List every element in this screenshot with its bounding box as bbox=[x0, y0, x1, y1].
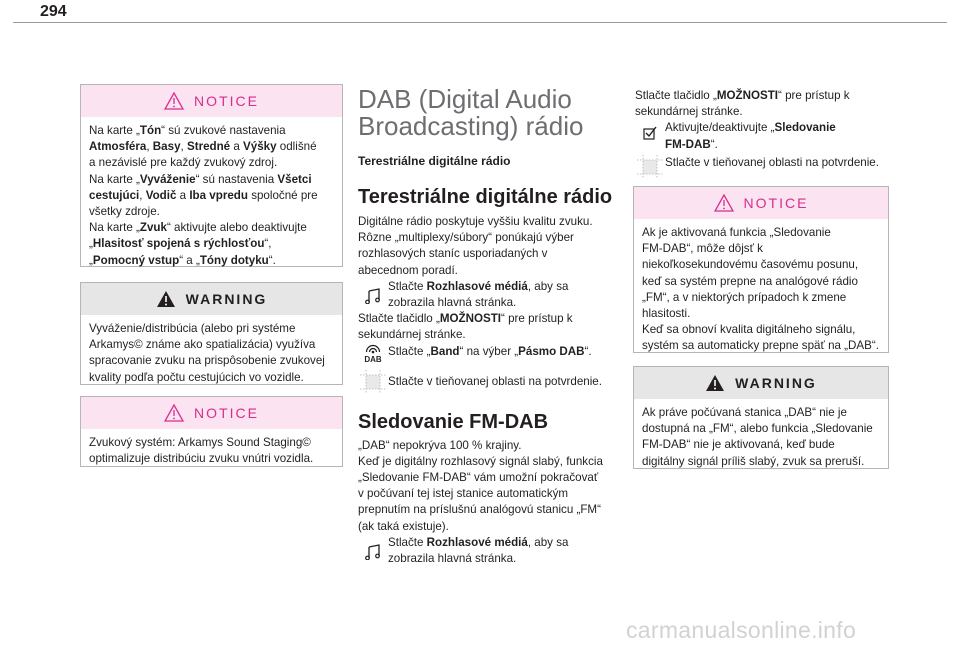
text-line: „FM“, a v niektorých prípadoch k zmene bbox=[642, 290, 847, 304]
text-line: FM-DAB“ nie je aktivovaná, keď bude bbox=[642, 438, 835, 452]
text-line: „Hlasitosť spojená s rýchlosťou“, bbox=[89, 237, 272, 251]
text-line: hlasitosti. bbox=[642, 307, 691, 321]
text-line: optimalizuje distribúciu zvuku vnútri vozidla. bbox=[89, 452, 314, 466]
text-line: systém sa automaticky prepne späť na „DAB“. bbox=[642, 339, 879, 353]
text-line: Ak práve počúvaná stanica „DAB“ nie je bbox=[642, 406, 847, 419]
text-line: všetky zdroje. bbox=[89, 205, 160, 219]
text-line: „Pomocný vstup“ a „Tóny dotyku“. bbox=[89, 253, 276, 267]
text-line: Na karte „Zvuk“ aktivujte alebo deaktivujte bbox=[89, 221, 307, 235]
warning-triangle-icon bbox=[156, 290, 176, 308]
text-line: Atmosféra, Basy, Stredné a Výšky odlišné bbox=[89, 140, 317, 154]
text-line: keď sa systém prepne na analógové rádio bbox=[642, 274, 858, 288]
notice-header bbox=[634, 187, 888, 219]
text-line: spracovanie zvuku na prispôsobenie zvukovej bbox=[89, 354, 325, 368]
warning-triangle-icon bbox=[705, 374, 725, 392]
section-paragraph: Digitálne rádio poskytuje vyššiu kvalitu zvuku. Rôzne „multiplexy/súbory“ ponúkajú výber rozhlasových staníc usporiadaných v abecednom poradí. bbox=[358, 215, 593, 277]
options-instruction: Stlačte tlačidlo „MOŽNOSTI“ pre prístup k sekundárnej stránke. bbox=[635, 89, 850, 119]
step-radio-media: Stlačte Rozhlasové médiá, aby sa zobrazila hlavná stránka. bbox=[358, 535, 620, 567]
step-radio-media: Stlačte Rozhlasové médiá, aby sa zobrazila hlavná stránka. bbox=[358, 279, 620, 311]
warning-box-signal-loss bbox=[633, 366, 889, 469]
notice-title: NOTICE bbox=[194, 405, 259, 421]
warning-box-balance bbox=[80, 282, 343, 385]
notice-header bbox=[81, 85, 342, 117]
step-toggle-fm-dab: Aktivujte/deaktivujte „Sledovanie FM-DAB“. bbox=[635, 120, 881, 152]
text-line: Ak je aktivovaná funkcia „Sledovanie bbox=[642, 226, 831, 239]
warning-body bbox=[81, 315, 342, 394]
notice-title: NOTICE bbox=[743, 195, 809, 211]
text-line: FM-DAB“, môže dôjsť k bbox=[642, 242, 763, 256]
checkbox-toggle-icon[interactable] bbox=[635, 120, 665, 140]
warning-body bbox=[634, 399, 888, 478]
notice-header bbox=[81, 397, 342, 429]
section-heading-fm-dab: Sledovanie FM-DAB bbox=[358, 410, 549, 433]
section-heading-terrestrial: Terestriálne digitálne rádio bbox=[358, 186, 613, 208]
shaded-area-icon[interactable] bbox=[635, 155, 665, 179]
page-subtitle: Terestriálne digitálne rádio bbox=[358, 154, 511, 168]
page-number: 294 bbox=[40, 3, 67, 20]
notice-box-arkamys bbox=[80, 396, 343, 467]
text-line: Na karte „Tón“ sú zvukové nastavenia bbox=[89, 124, 286, 137]
dab-icon-label: DAB bbox=[364, 354, 382, 364]
warning-header bbox=[81, 283, 342, 315]
text-line: dostupná na „FM“, alebo funkcia „Sledovanie bbox=[642, 422, 873, 436]
music-note-icon[interactable] bbox=[358, 279, 388, 304]
header-rule bbox=[13, 22, 947, 23]
notice-box-sound-settings bbox=[80, 84, 343, 267]
notice-body bbox=[634, 219, 888, 363]
notice-triangle-icon bbox=[164, 92, 184, 110]
text-line: Zvukový systém: Arkamys Sound Staging© bbox=[89, 436, 311, 449]
text-line: cestujúci, Vodič a Iba vpredu spoločné pre bbox=[89, 188, 318, 202]
step-confirm-shaded: Stlačte v tieňovanej oblasti na potvrdenie. bbox=[358, 370, 620, 394]
notice-triangle-icon bbox=[714, 194, 734, 212]
warning-title: WARNING bbox=[185, 291, 268, 307]
text-line: Arkamys© známe ako spatializácia) využíva bbox=[89, 338, 316, 352]
dab-radio-icon[interactable] bbox=[358, 344, 388, 364]
warning-header bbox=[634, 367, 888, 399]
notice-title: NOTICE bbox=[194, 93, 259, 109]
step-band-select: DAB Stlačte „Band“ na výber „Pásmo DAB“. bbox=[358, 344, 620, 364]
text-line: Na karte „Vyváženie“ sú nastavenia Všetci bbox=[89, 172, 312, 186]
notice-triangle-icon bbox=[164, 404, 184, 422]
page-title-line1: DAB (Digital Audio bbox=[358, 84, 572, 114]
notice-box-fm-dab-delay bbox=[633, 186, 889, 353]
watermark: carmanualsonline.info bbox=[626, 617, 857, 643]
music-note-icon[interactable] bbox=[358, 535, 388, 560]
middle-column bbox=[358, 86, 620, 567]
page-title-line2: Broadcasting) rádio bbox=[358, 111, 584, 141]
notice-body bbox=[81, 429, 342, 475]
text-line: digitálny signál príliš slabý, zvuk sa preruší. bbox=[642, 454, 865, 468]
warning-title: WARNING bbox=[735, 375, 817, 391]
text-line: Vyváženie/distribúcia (alebo pri systéme bbox=[89, 322, 296, 335]
right-column bbox=[635, 88, 881, 179]
step-confirm-shaded: Stlačte v tieňovanej oblasti na potvrdenie. bbox=[635, 155, 881, 179]
text-line: a nezávislé pre každý zvukový zdroj. bbox=[89, 156, 278, 170]
text-line: niekoľkosekundovému časovému posunu, bbox=[642, 258, 859, 272]
notice-body bbox=[81, 117, 342, 277]
section-paragraph: „DAB“ nepokrýva 100 % krajiny. Keď je digitálny rozhlasový signál slabý, funkcia „Sledovanie FM-DAB“ vám umožní pokračovať v počúvaní tej istej stanice automatickým prepnutím na príslušnú analógovú stanicu „FM“ (ak taká existuje). bbox=[358, 438, 603, 533]
options-instruction: Stlačte tlačidlo „MOŽNOSTI“ pre prístup k sekundárnej stránke. bbox=[358, 312, 573, 342]
text-line: Keď sa obnoví kvalita digitálneho signálu, bbox=[642, 323, 856, 337]
text-line: kvality podľa počtu cestujúcich vo vozidle. bbox=[89, 370, 304, 384]
shaded-area-icon[interactable] bbox=[358, 370, 388, 394]
